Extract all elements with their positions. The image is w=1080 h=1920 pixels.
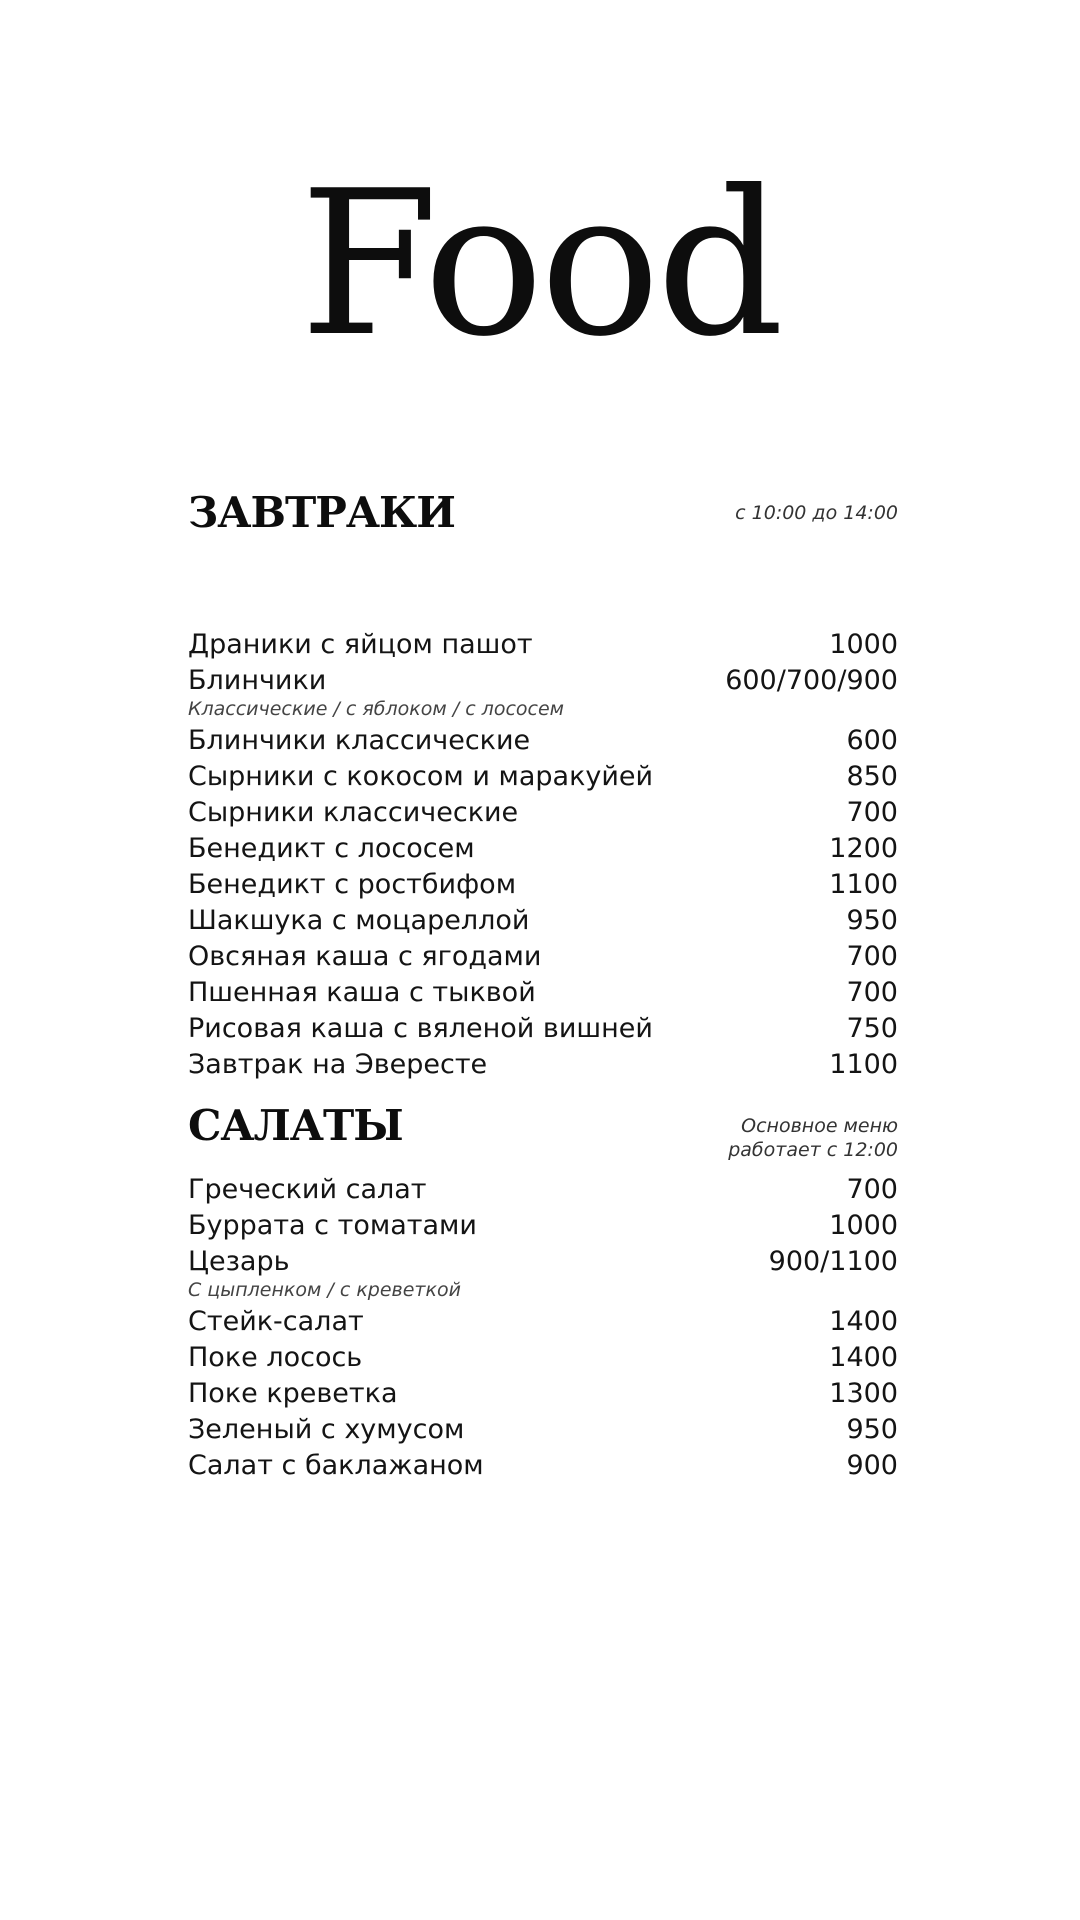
menu-item-price: 1400 (829, 1342, 898, 1373)
section-hours-note (728, 1114, 898, 1162)
note-line: работает с 12:00 (728, 1139, 898, 1161)
menu-item (188, 1304, 898, 1340)
menu-item (188, 795, 898, 831)
menu-item-price: 1400 (829, 1306, 898, 1337)
menu-item-price: 950 (846, 1414, 898, 1445)
menu-item-price: 900 (846, 1450, 898, 1481)
menu-item-name: Рисовая каша с вяленой вишней (188, 1013, 653, 1044)
menu-item (188, 1448, 898, 1484)
menu-item-name: Поке лосось (188, 1342, 363, 1373)
menu-item-price: 600 (846, 725, 898, 756)
menu-item (188, 1244, 898, 1304)
menu-item-name: Бенедикт с ростбифом (188, 869, 517, 900)
menu-item-name: Завтрак на Эвересте (188, 1049, 488, 1080)
menu-item (188, 1208, 898, 1244)
menu-item-name: Салат с баклажаном (188, 1450, 484, 1481)
menu-item (188, 867, 898, 903)
menu-item (188, 831, 898, 867)
section-header (188, 487, 898, 547)
menu-item (188, 627, 898, 663)
section-title: САЛАТЫ (188, 1101, 403, 1150)
menu-item-name: Блинчики (188, 665, 327, 696)
menu-item-name: Сырники с кокосом и маракуйей (188, 761, 654, 792)
menu-item (188, 1412, 898, 1448)
menu-item-price: 900/1100 (768, 1246, 898, 1277)
menu-item (188, 759, 898, 795)
menu-item-options: С цыпленком / с креветкой (188, 1279, 461, 1301)
page-title: Food (299, 148, 781, 381)
menu-item (188, 939, 898, 975)
menu-item-price: 700 (846, 797, 898, 828)
menu-item-name: Буррата с томатами (188, 1210, 477, 1241)
menu-item (188, 723, 898, 759)
menu-item-options: Классические / с яблоком / с лососем (188, 698, 564, 720)
menu-item (188, 903, 898, 939)
section-breakfast (188, 487, 898, 1080)
menu-item-price: 1100 (829, 1049, 898, 1080)
menu-item-name: Блинчики классические (188, 725, 531, 756)
menu-item (188, 1172, 898, 1208)
menu-item-price: 1300 (829, 1378, 898, 1409)
menu-item (188, 1011, 898, 1047)
menu-item (188, 975, 898, 1011)
menu-item-name: Сырники классические (188, 797, 519, 828)
menu-item (188, 1340, 898, 1376)
menu-item-price: 1000 (829, 1210, 898, 1241)
section-hours-note (735, 501, 898, 525)
menu-item-name: Греческий салат (188, 1174, 427, 1205)
menu-item-name: Шакшука с моцареллой (188, 905, 530, 936)
menu-item-price: 1200 (829, 833, 898, 864)
menu-item-name: Пшенная каша с тыквой (188, 977, 536, 1008)
note-line: Основное меню (741, 1115, 898, 1137)
menu-item-name: Драники с яйцом пашот (188, 629, 533, 660)
menu-item-price: 700 (846, 1174, 898, 1205)
menu-item-price: 750 (846, 1013, 898, 1044)
menu-item-name: Овсяная каша с ягодами (188, 941, 542, 972)
note-line: с 10:00 до 14:00 (735, 502, 898, 524)
menu-item (188, 1376, 898, 1412)
menu-item-list (188, 627, 898, 1083)
menu-item-price: 1100 (829, 869, 898, 900)
menu-item-price: 950 (846, 905, 898, 936)
section-title: ЗАВТРАКИ (188, 488, 455, 537)
menu-item-name: Бенедикт с лососем (188, 833, 475, 864)
menu-item (188, 663, 898, 723)
section-salads (188, 1100, 898, 1481)
menu-item (188, 1047, 898, 1083)
menu-item-price: 850 (846, 761, 898, 792)
menu-item-name: Зеленый с хумусом (188, 1414, 465, 1445)
menu-item-list (188, 1172, 898, 1484)
menu-item-price: 1000 (829, 629, 898, 660)
menu-item-name: Стейк-салат (188, 1306, 364, 1337)
section-header (188, 1100, 898, 1160)
menu-item-name: Поке креветка (188, 1378, 398, 1409)
menu-item-price: 600/700/900 (725, 665, 898, 696)
menu-item-name: Цезарь (188, 1246, 290, 1277)
menu-item-price: 700 (846, 941, 898, 972)
menu-item-price: 700 (846, 977, 898, 1008)
